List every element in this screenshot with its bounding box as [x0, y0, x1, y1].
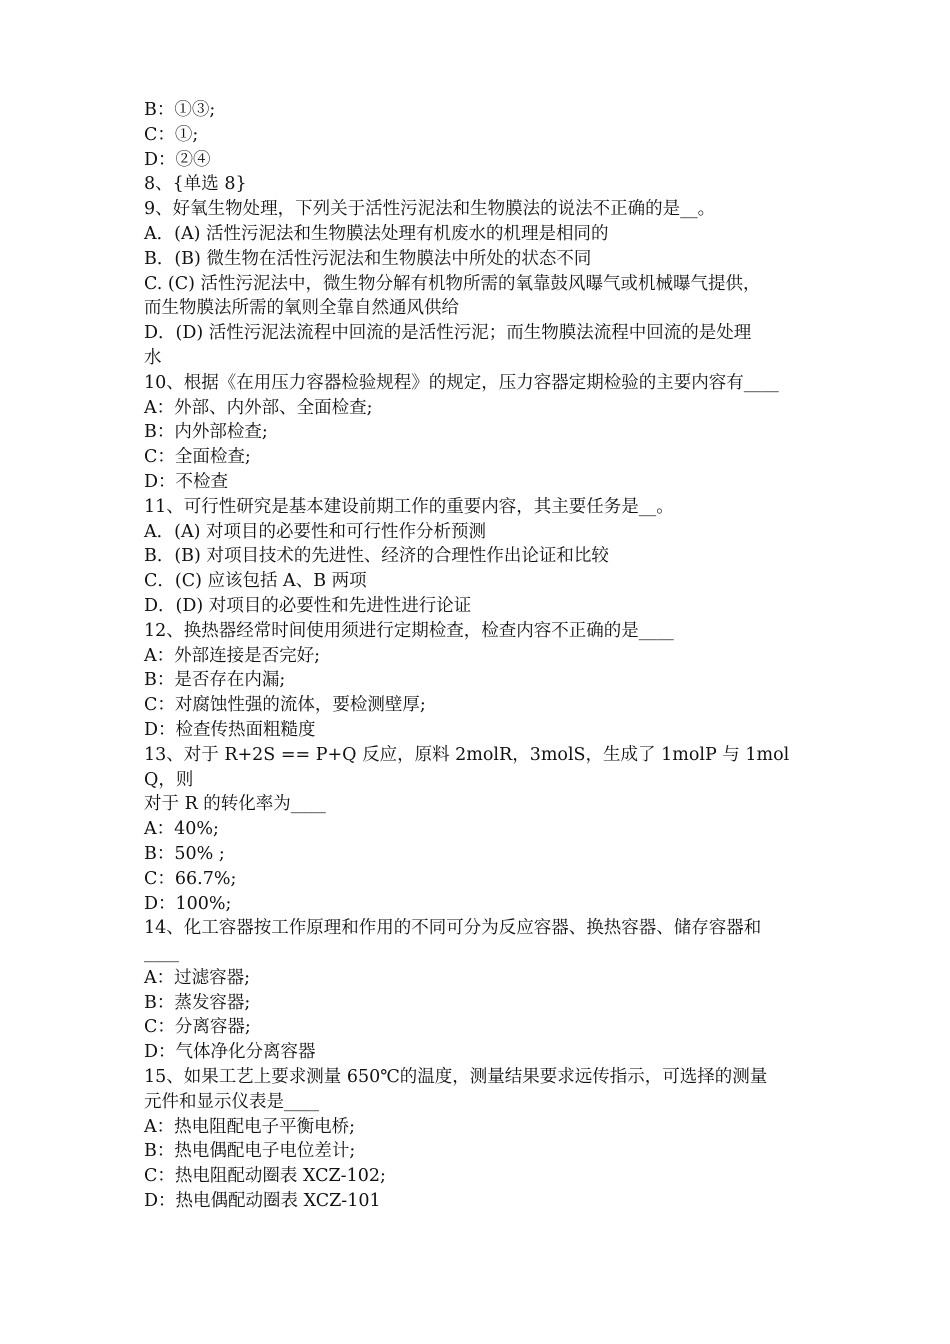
document-line: C：①;	[144, 124, 199, 145]
document-line: A：过滤容器;	[144, 967, 251, 988]
document-line: A．(A) 活性污泥法和生物膜法处理有机废水的机理是相同的	[144, 223, 609, 244]
document-line: D：检查传热面粗糙度	[144, 719, 316, 740]
document-line: 而生物膜法所需的氧则全靠自然通风供给	[144, 298, 459, 319]
document-line: 11、可行性研究是基本建设前期工作的重要内容，其主要任务是__。	[144, 496, 674, 517]
document-line: D：不检查	[144, 471, 229, 492]
document-line: 对于 R 的转化率为____	[144, 794, 326, 815]
document-body	[144, 98, 812, 1214]
document-line: C．(C) 应该包括 A、B 两项	[144, 571, 367, 592]
document-line: D：②④	[144, 149, 211, 170]
document-line: D．(D) 活性污泥法流程中回流的是活性污泥；而生物膜法流程中回流的是处理	[144, 323, 752, 344]
document-line: D：100%;	[144, 893, 232, 914]
document-line: 9、好氧生物处理，下列关于活性污泥法和生物膜法的说法不正确的是__。	[144, 199, 716, 220]
document-line: B：①③;	[144, 100, 216, 120]
document-line: C：分离容器;	[144, 1017, 251, 1038]
document-line: 13、对于 R+2S == P+Q 反应，原料 2molR，3molS，生成了 1molP 与 1molQ，则	[144, 744, 790, 790]
document-line: B：内外部检查;	[144, 422, 268, 443]
document-line: C. (C) 活性污泥法中，微生物分解有机物所需的氧靠鼓风曝气或机械曝气提供，	[144, 273, 761, 294]
document-line: 15、如果工艺上要求测量 650℃的温度，测量结果要求远传指示，可选择的测量	[144, 1067, 768, 1088]
document-line: B：50% ;	[144, 843, 225, 864]
document-line: C：热电阻配动圈表 XCZ-102;	[144, 1166, 386, 1187]
document-line: C：全面检查;	[144, 447, 251, 468]
document-line: 8、{单选 8}	[144, 174, 247, 195]
document-line: B：是否存在内漏;	[144, 670, 286, 691]
document-line: B．(B) 对项目技术的先进性、经济的合理性作出论证和比较	[144, 546, 609, 567]
document-line: A：外部连接是否完好;	[144, 645, 321, 666]
document-line: 元件和显示仪表是____	[144, 1091, 319, 1112]
document-line: A：热电阻配电子平衡电桥;	[144, 1116, 356, 1137]
document-line: B．(B) 微生物在活性污泥法和生物膜法中所处的状态不同	[144, 248, 592, 269]
document-line: D：热电偶配动圈表 XCZ-101	[144, 1191, 381, 1212]
document-line: A：外部、内外部、全面检查;	[144, 397, 373, 418]
document-line: 10、根据《在用压力容器检验规程》的规定，压力容器定期检验的主要内容有____	[144, 372, 779, 393]
document-line: B：热电偶配电子电位差计;	[144, 1141, 356, 1162]
document-line: A：40%;	[144, 819, 219, 840]
document-line: 水	[144, 347, 162, 368]
document-line: D：气体净化分离容器	[144, 1042, 316, 1063]
document-line: 12、换热器经常时间使用须进行定期检查，检查内容不正确的是____	[144, 620, 674, 641]
document-line: B：蒸发容器;	[144, 992, 251, 1013]
document-line: ____	[144, 943, 179, 964]
document-line: A．(A) 对项目的必要性和可行性作分析预测	[144, 521, 486, 542]
document-line: 14、化工容器按工作原理和作用的不同可分为反应容器、换热容器、储存容器和	[144, 918, 762, 939]
document-line: D．(D) 对项目的必要性和先进性进行论证	[144, 595, 472, 616]
document-line: C：66.7%;	[144, 868, 237, 889]
document-line: C：对腐蚀性强的流体，要检测壁厚;	[144, 695, 426, 716]
